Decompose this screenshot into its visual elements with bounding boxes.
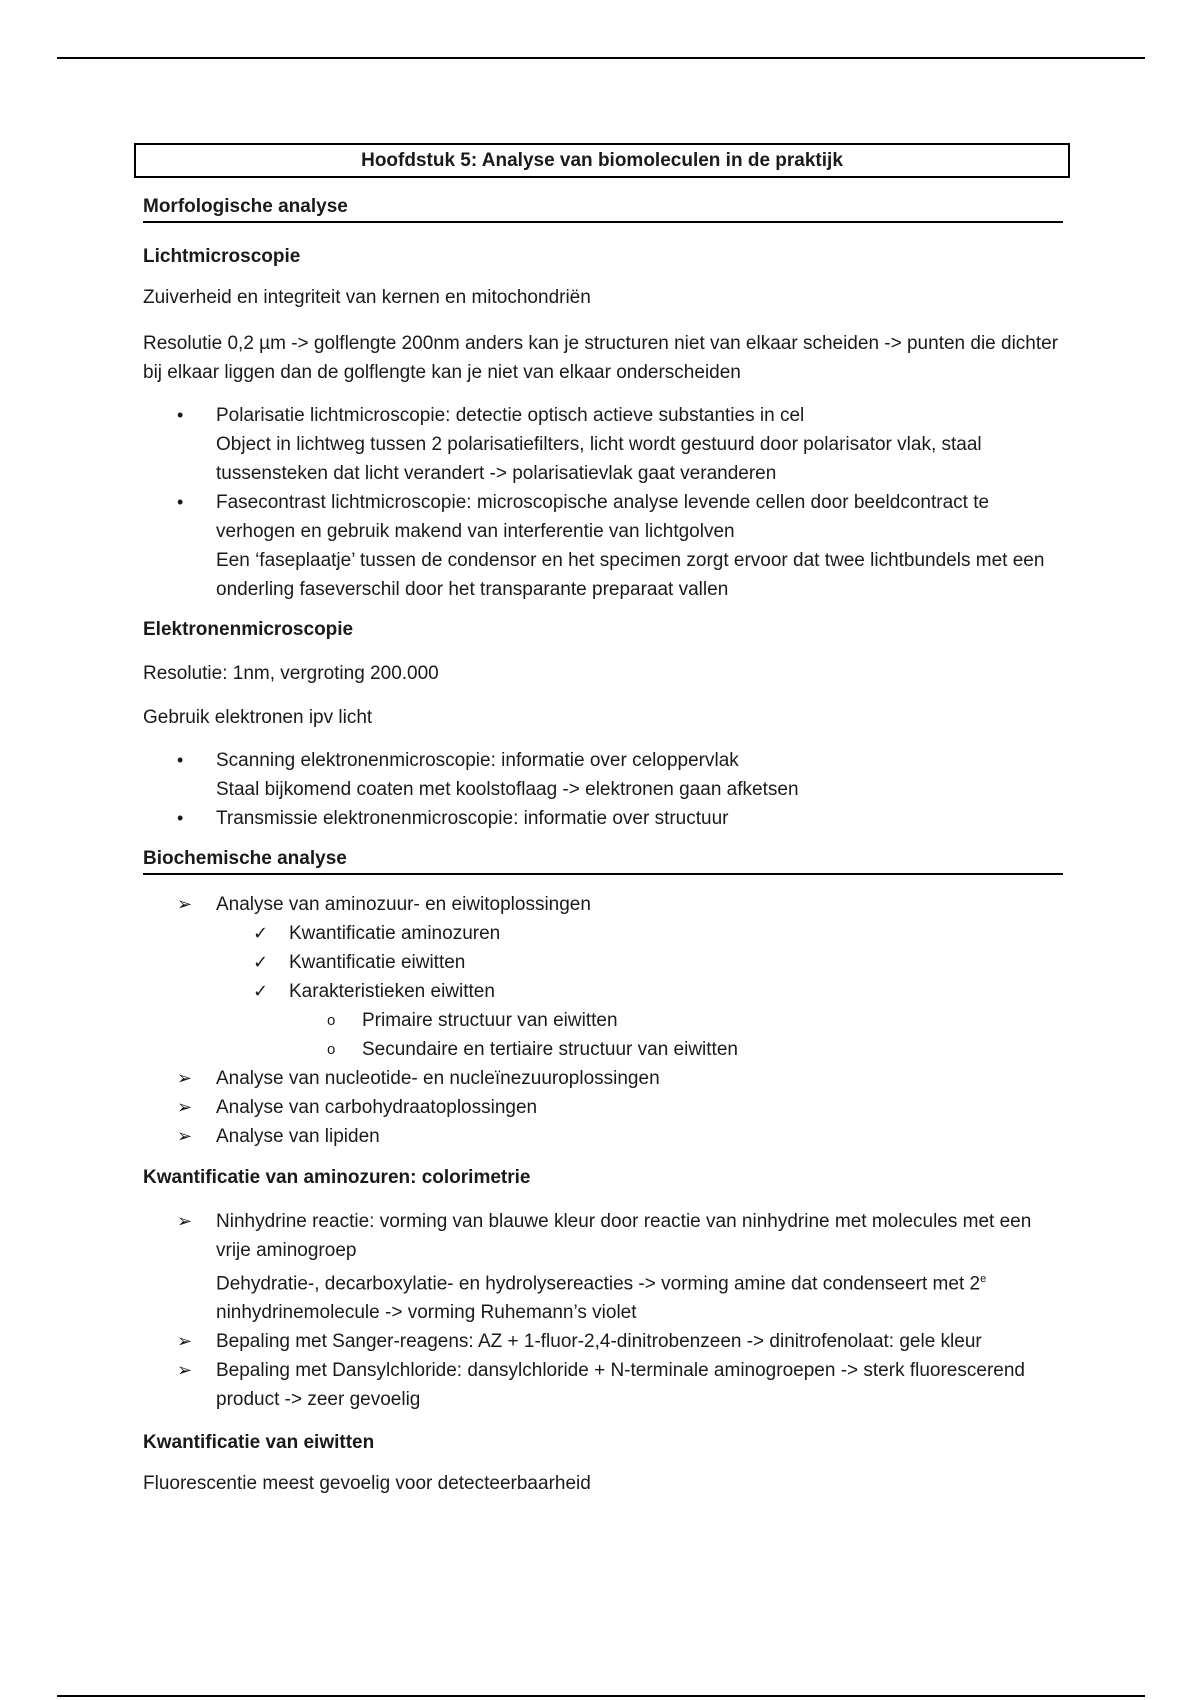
- bullet-marker: •: [177, 808, 184, 828]
- bullet-marker: •: [177, 492, 184, 512]
- paragraph: Resolutie 0,2 µm -> golflengte 200nm anders kan je structuren niet van elkaar scheiden -> punten die dichter bij elkaar liggen dan de golflengte kan je niet van elkaar onderscheiden: [143, 333, 1059, 383]
- list-item-text: Analyse van nucleotide- en nucleïnezuuroplossingen: [216, 1068, 660, 1089]
- list-item-text: Secundaire en tertiaire structuur van eiwitten: [362, 1039, 738, 1060]
- document-body: [143, 143, 1063, 1498]
- list-item: [143, 1327, 1063, 1356]
- check-marker: ✓: [253, 952, 269, 972]
- arrow-marker: ➢: [177, 1211, 193, 1231]
- list-item: [143, 488, 1063, 604]
- list-item-text: Bepaling met Dansylchloride: dansylchloride + N-terminale aminogroepen -> sterk fluorescerend product -> zeer gevoelig: [216, 1360, 1025, 1411]
- list-item: [143, 1093, 1063, 1122]
- list-item: [143, 890, 1063, 919]
- check-marker: ✓: [253, 923, 269, 943]
- list-item: [143, 1207, 1063, 1327]
- list-item-text: Ninhydrine reactie: vorming van blauwe kleur door reactie van ninhydrine met molecules met een vrije aminogroep: [216, 1211, 1032, 1261]
- list-item-text: Staal bijkomend coaten met koolstoflaag -> elektronen gaan afketsen: [216, 779, 799, 800]
- arrow-marker: ➢: [177, 894, 193, 914]
- superscript: e: [980, 1273, 987, 1285]
- list-item-text: Analyse van aminozuur- en eiwitoplossingen: [216, 894, 591, 915]
- paragraph: Zuiverheid en integriteit van kernen en mitochondriën: [143, 287, 591, 308]
- list-item-text: Object in lichtweg tussen 2 polarisatiefilters, licht wordt gestuurd door polarisator vlak, staal tussensteken dat licht verandert -> polarisatievlak gaat veranderen: [216, 434, 982, 484]
- list-item-text: Karakteristieken eiwitten: [289, 981, 495, 1002]
- subheading-elektronenmicroscopie: Elektronenmicroscopie: [143, 619, 354, 640]
- text-run: Dehydratie-, decarboxylatie- en hydrolysereacties -> vorming amine dat condenseert met 2: [216, 1273, 981, 1295]
- list-item: [143, 1064, 1063, 1093]
- list-item: [143, 746, 1063, 804]
- subheading-kwantificatie-eiwitten: Kwantificatie van eiwitten: [143, 1432, 375, 1454]
- arrow-marker: ➢: [177, 1331, 193, 1352]
- list-item-text: Kwantificatie eiwitten: [289, 952, 466, 973]
- arrow-marker: ➢: [177, 1360, 193, 1381]
- list-item-text: Polarisatie lichtmicroscopie: detectie optisch actieve substanties in cel: [216, 405, 805, 426]
- bullet-marker: •: [177, 405, 184, 425]
- text-run: ninhydrinemolecule -> vorming Ruhemann’s violet: [216, 1302, 637, 1324]
- footer-rule: [57, 1695, 1145, 1697]
- list-item: [143, 919, 1063, 948]
- bullet-marker: •: [177, 750, 184, 770]
- section-heading-morfologische: Morfologische analyse: [143, 195, 1063, 223]
- list-item-text: Kwantificatie aminozuren: [289, 923, 501, 944]
- paragraph: Fluorescentie meest gevoelig voor detecteerbaarheid: [143, 1473, 591, 1495]
- paragraph: Gebruik elektronen ipv licht: [143, 707, 373, 728]
- list-item-text: Transmissie elektronenmicroscopie: informatie over structuur: [216, 808, 729, 829]
- list-item-text: Fasecontrast lichtmicroscopie: microscopische analyse levende cellen door beeldcontract te verhogen en gebruik makend van interferentie van lichtgolven: [216, 492, 990, 542]
- circle-marker: o: [327, 1012, 336, 1029]
- list-item-text: Bepaling met Sanger-reagens: AZ + 1-fluor-2,4-dinitrobenzeen -> dinitrofenolaat: gele kleur: [216, 1331, 982, 1353]
- list-item-text: Primaire structuur van eiwitten: [362, 1010, 618, 1031]
- bullet-list: [143, 746, 1063, 833]
- list-item: [143, 1035, 1063, 1064]
- section-heading-biochemische: Biochemische analyse: [143, 847, 1063, 875]
- arrow-list: [143, 1207, 1063, 1414]
- list-item-text: Een ‘faseplaatje’ tussen de condensor en het specimen zorgt ervoor dat twee lichtbundels met een onderling faseverschil door het transparante preparaat vallen: [216, 550, 1045, 600]
- list-item: [143, 1006, 1063, 1035]
- list-item: [143, 948, 1063, 977]
- circle-marker: o: [327, 1041, 336, 1058]
- arrow-marker: ➢: [177, 1126, 193, 1146]
- arrow-marker: ➢: [177, 1068, 193, 1088]
- list-item-text: [216, 1265, 1063, 1327]
- list-item-text: Scanning elektronenmicroscopie: informatie over celoppervlak: [216, 750, 739, 771]
- list-item: [143, 977, 1063, 1006]
- paragraph: Resolutie: 1nm, vergroting 200.000: [143, 663, 439, 684]
- list-item: [143, 401, 1063, 488]
- list-item: [143, 804, 1063, 833]
- list-item-text: Analyse van carbohydraatoplossingen: [216, 1097, 538, 1118]
- check-marker: ✓: [253, 981, 269, 1001]
- chapter-title: Hoofdstuk 5: Analyse van biomoleculen in de praktijk: [134, 143, 1070, 178]
- list-item: [143, 1122, 1063, 1151]
- list-item-text: Analyse van lipiden: [216, 1126, 380, 1147]
- arrow-list: [143, 890, 1063, 1151]
- bullet-list: [143, 401, 1063, 604]
- arrow-marker: ➢: [177, 1097, 193, 1117]
- subheading-kwantificatie-aminozuren: Kwantificatie van aminozuren: colorimetrie: [143, 1167, 531, 1188]
- header-rule: [57, 57, 1145, 59]
- subheading-lichtmicroscopie: Lichtmicroscopie: [143, 246, 301, 267]
- list-item: [143, 1356, 1063, 1414]
